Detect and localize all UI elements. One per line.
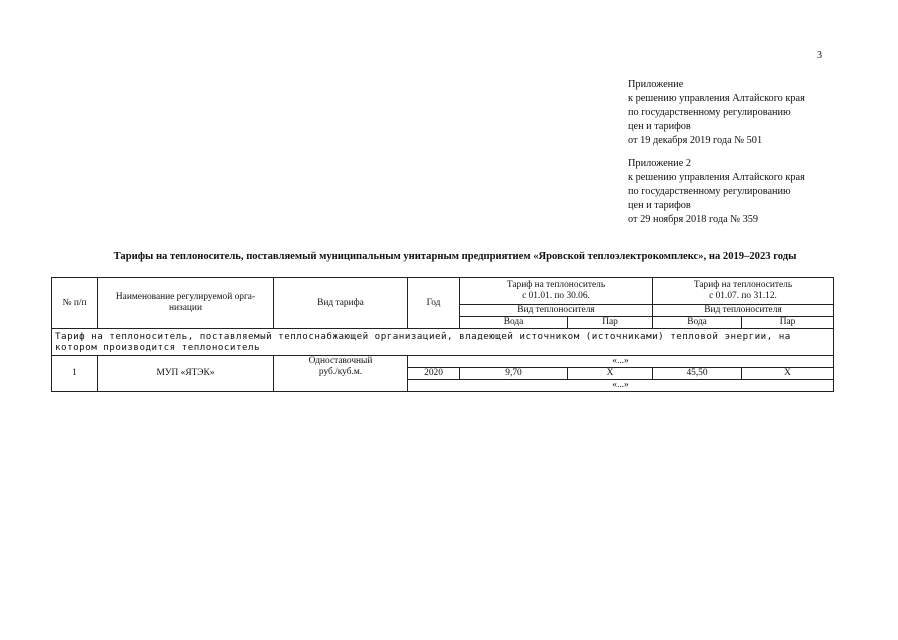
header-steam-1: Пар — [568, 317, 653, 329]
appendix-2-line: к решению управления Алтайского края — [628, 172, 805, 183]
appendix-2-line: от 29 ноября 2018 года № 359 — [628, 214, 759, 225]
header-carrier-type-1: Вид теплоносителя — [460, 305, 653, 317]
page-number: 3 — [817, 50, 822, 61]
header-period-1-line: Тариф на теплоноситель — [506, 280, 606, 290]
appendix-1-line: к решению управления Алтайского края — [628, 93, 805, 104]
row-tariff-type — [274, 356, 408, 392]
header-carrier-type-2: Вид теплоносителя — [653, 305, 834, 317]
header-water-2: Вода — [653, 317, 742, 329]
appendix-1-line: цен и тарифов — [628, 121, 691, 132]
document-title: Тарифы на теплоноситель, поставляемый муниципальным унитарным предприятием «Яровской теплоэлектрокомплекс», на 2019–2023 годы — [113, 251, 797, 262]
tariff-table — [51, 277, 834, 392]
appendix-2-line: цен и тарифов — [628, 200, 691, 211]
row-ellipsis-bottom: «...» — [408, 380, 834, 392]
row-p1-water: 9,70 — [460, 368, 568, 380]
appendix-2-line: по государственному регулированию — [628, 186, 791, 197]
row-p2-steam: Х — [742, 368, 834, 380]
header-period-2-line: с 01.07. по 31.12. — [709, 291, 777, 301]
header-organization-line: Наименование регулируемой орга- — [115, 292, 256, 302]
appendix-2-line: Приложение 2 — [628, 158, 691, 169]
section-heading: Тариф на теплоноситель, поставляемый теплоснабжающей организацией, владеющей источником (источниками) тепловой энергии, на котором производится теплоноситель — [52, 329, 834, 356]
header-steam-2: Пар — [742, 317, 834, 329]
appendix-2-block — [628, 157, 805, 227]
row-tariff-type-line: руб./куб.м. — [318, 367, 363, 377]
row-organization: МУП «ЯТЭК» — [98, 356, 274, 392]
row-year: 2020 — [408, 368, 460, 380]
row-tariff-type-line: Одноставочный — [308, 356, 373, 366]
appendix-1-line: по государственному регулированию — [628, 107, 791, 118]
header-period-2-line: Тариф на теплоноситель — [693, 280, 793, 290]
header-period-1 — [460, 278, 653, 305]
header-organization-line: низации — [169, 303, 202, 313]
header-tariff-type: Вид тарифа — [274, 278, 408, 329]
row-num: 1 — [52, 356, 98, 392]
row-p2-water: 45,50 — [653, 368, 742, 380]
header-period-1-line: с 01.01. по 30.06. — [522, 291, 590, 301]
header-year: Год — [408, 278, 460, 329]
header-water-1: Вода — [460, 317, 568, 329]
header-organization — [98, 278, 274, 329]
appendix-1-line: от 19 декабря 2019 года № 501 — [628, 135, 763, 146]
header-num: № п/п — [52, 278, 98, 329]
appendix-1-line: Приложение — [628, 79, 684, 90]
header-period-2 — [653, 278, 834, 305]
appendix-1-block — [628, 78, 805, 148]
row-p1-steam: Х — [568, 368, 653, 380]
row-ellipsis-top: «...» — [408, 356, 834, 368]
